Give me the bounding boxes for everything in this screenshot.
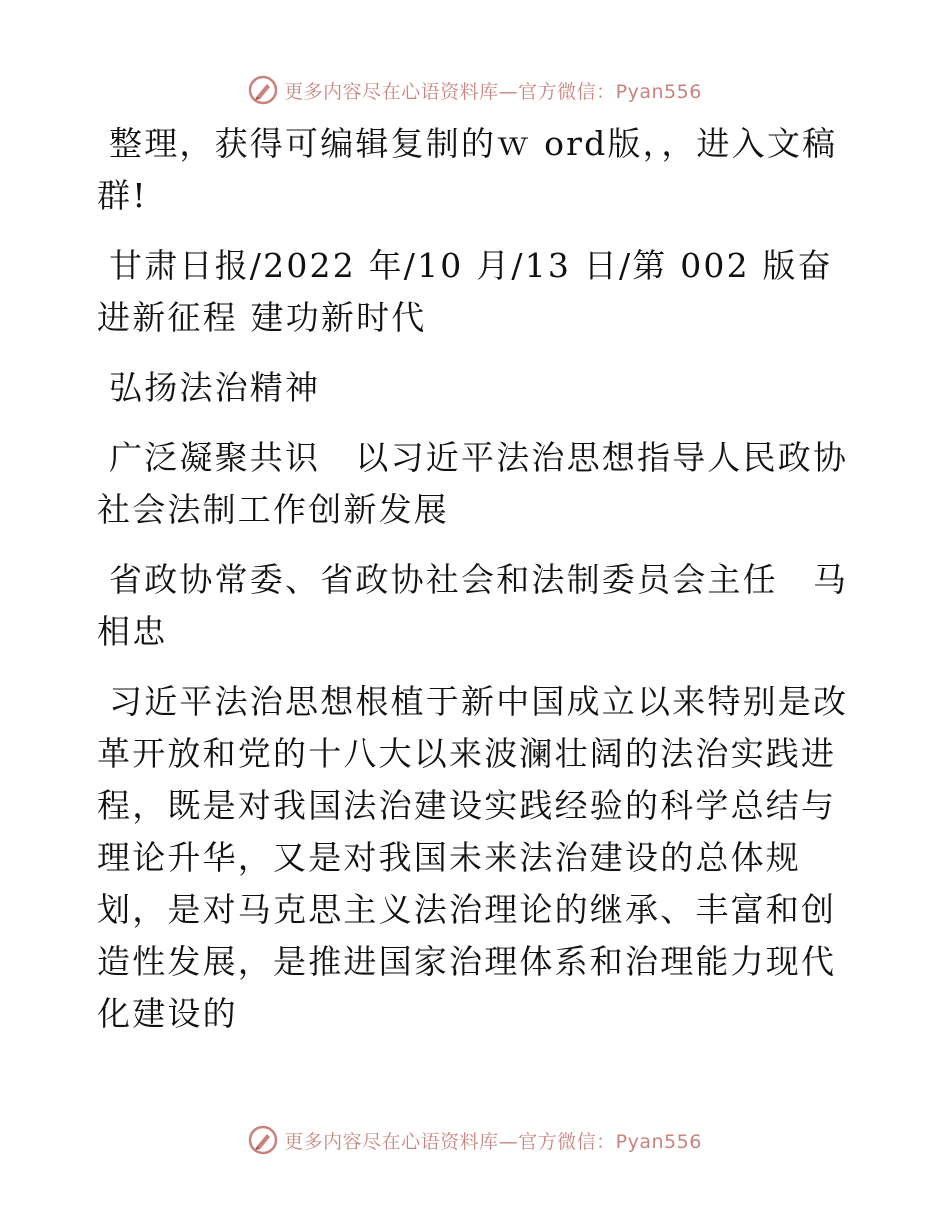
watermark-text: 更多内容尽在心语资料库—官方微信：Pyan556 — [284, 1130, 702, 1153]
document-body — [97, 118, 857, 1058]
paragraph-author: 省政协常委、省政协社会和法制委员会主任 马相忠 — [97, 560, 849, 651]
footer-watermark — [0, 1120, 950, 1160]
paragraph-intro: 整理，获得可编辑复制的ｗ ord版，，进入文稿群! — [97, 124, 838, 215]
paragraph-title: 广泛凝聚共识 以习近平法治思想指导人民政协社会法制工作创新发展 — [97, 438, 849, 529]
paragraph-heading: 弘扬法治精神 — [109, 368, 321, 407]
paragraph-body: 习近平法治思想根植于新中国成立以来特别是改革开放和党的十八大以来波澜壮阔的法治实践进程，既是对我国法治建设实践经验的科学总结与理论升华，又是对我国未来法治建设的总体规划，是对马克思主义法治理论的继承、丰富和创造性发展，是推进国家治理体系和治理能力现代化建设的 — [97, 682, 849, 1033]
header-watermark — [0, 70, 950, 110]
pen-circle-logo-icon — [248, 75, 278, 105]
watermark-text: 更多内容尽在心语资料库—官方微信：Pyan556 — [284, 80, 702, 103]
pen-circle-logo-icon — [248, 1125, 278, 1155]
paragraph-source: 甘肃日报/2022 年/10 月/13 日/第 002 版奋进新征程 建功新时代 — [97, 246, 833, 337]
